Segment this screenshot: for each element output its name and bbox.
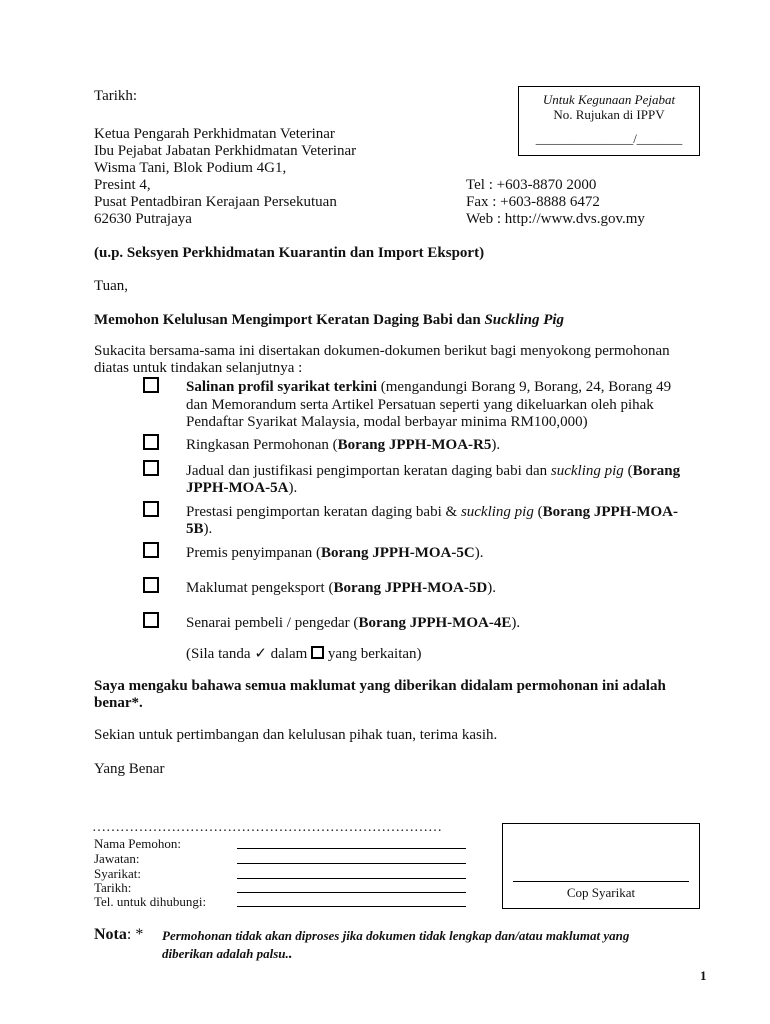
nota-line2-text: diberikan adalah palsu. (162, 946, 289, 961)
item-end: ). (491, 437, 501, 453)
attention-line: (u.p. Seksyen Perkhidmatan Kuarantin dan Import Eksport) (94, 245, 485, 261)
office-use-title: Untuk Kegunaan Pejabat (542, 92, 676, 107)
item-bold: 5B (186, 521, 204, 537)
item-italic: suckling pig (550, 463, 624, 479)
field-label-phone: Tel. untuk dihubungi: (94, 894, 207, 909)
field-label-company: Syarikat: (94, 866, 141, 881)
instruction-pre: (Sila tanda (186, 646, 255, 662)
nota-marker: : * (126, 926, 144, 943)
contact-web: Web : http://www.dvs.gov.my (466, 211, 645, 227)
checklist-item-performance-line2 (186, 521, 212, 538)
checkbox-premises[interactable] (143, 542, 159, 558)
checklist-item-buyers (186, 615, 520, 632)
date-label: Tarikh: (94, 88, 138, 104)
office-ref-blank: _______________/_______ (535, 131, 683, 146)
checkbox-performance[interactable] (143, 501, 159, 517)
field-label-position: Jawatan: (94, 851, 140, 866)
field-label-date: Tarikh: (94, 880, 132, 895)
checkbox-summary[interactable] (143, 434, 159, 450)
declaration-line: benar*. (94, 695, 143, 711)
item-bold: Borang JPPH-MOA- (542, 504, 678, 520)
item-bold: Salinan profil syarikat terkini (186, 379, 378, 395)
checkbox-profile[interactable] (143, 377, 159, 393)
address-line: Ibu Pejabat Jabatan Perkhidmatan Veterinar (94, 143, 357, 159)
checklist-item-profile (186, 379, 671, 396)
item-text: (mengandungi Borang 9, Borang, 24, Borang 49 (377, 379, 672, 395)
field-label-name: Nama Pemohon: (94, 836, 182, 851)
contact-fax: Fax : +603-8888 6472 (466, 194, 600, 210)
item-text: Senarai pembeli / pengedar ( (186, 615, 359, 631)
item-text: Maklumat pengeksport ( (186, 580, 334, 596)
field-phone-line[interactable] (237, 906, 466, 907)
address-line: Pusat Pentadbiran Kerajaan Persekutuan (94, 194, 337, 210)
nota-label-wrap (94, 926, 143, 944)
item-text: Jadual dan justifikasi pengimportan keratan daging babi dan (186, 463, 551, 479)
signoff: Yang Benar (94, 761, 165, 777)
checklist-item-exporter (186, 580, 496, 597)
nota-period: . (288, 946, 293, 962)
subject-line (94, 312, 564, 329)
item-bold: JPPH-MOA-5A (186, 480, 289, 496)
instruction-post: yang berkaitan) (324, 646, 422, 662)
check-mark-icon: ✓ (254, 646, 267, 662)
item-bold: Borang JPPH-MOA-5C (320, 545, 475, 561)
item-end: ). (203, 521, 213, 537)
office-ref-label: No. Rujukan di IPPV (553, 107, 665, 122)
contact-tel: Tel : +603-8870 2000 (466, 177, 597, 193)
checklist-item-premises (186, 545, 483, 562)
checkbox-schedule[interactable] (143, 460, 159, 476)
checklist-item-profile-line2: dan Memorandum serta Artikel Persatuan seperti yang dikeluarkan oleh pihak (186, 397, 654, 413)
salutation: Tuan, (94, 278, 129, 294)
checklist-item-performance (186, 504, 678, 521)
signature-dots: ………………………………………………………………… (92, 820, 442, 835)
item-open: ( (533, 504, 543, 520)
checkbox-exporter[interactable] (143, 577, 159, 593)
instruction-mid: dalam (266, 646, 312, 662)
field-company-line[interactable] (237, 878, 466, 879)
item-bold: Borang JPPH-MOA-5D (333, 580, 488, 596)
stamp-line (513, 881, 689, 882)
stamp-label: Cop Syarikat (566, 885, 636, 900)
office-use-box (518, 86, 700, 156)
field-date-line[interactable] (237, 892, 466, 893)
item-text: Ringkasan Permohonan ( (186, 437, 338, 453)
item-text: Premis penyimpanan ( (186, 545, 321, 561)
nota-label: Nota (94, 926, 127, 943)
field-position-line[interactable] (237, 863, 466, 864)
checkbox-icon (311, 646, 324, 659)
checkbox-buyers[interactable] (143, 612, 159, 628)
item-text: Prestasi pengimportan keratan daging babi & (186, 504, 461, 520)
address-line: Presint 4, (94, 177, 151, 193)
checklist-item-summary (186, 437, 500, 454)
company-stamp-box (502, 823, 700, 909)
item-end: ). (511, 615, 521, 631)
declaration-line: Saya mengaku bahawa semua maklumat yang diberikan didalam permohonan ini adalah (94, 678, 666, 694)
nota-line: Permohonan tidak akan diproses jika dokumen tidak lengkap dan/atau maklumat yang (162, 928, 630, 943)
item-end: ). (474, 545, 484, 561)
subject-italic: Suckling Pig (484, 312, 565, 328)
item-italic: suckling pig (460, 504, 534, 520)
checklist-item-profile-line3: Pendaftar Syarikat Malaysia, modal berbayar minima RM100,000) (186, 414, 588, 430)
instruction-line (186, 646, 422, 663)
item-open: ( (623, 463, 633, 479)
item-bold: Borang (632, 463, 681, 479)
address-line: 62630 Putrajaya (94, 211, 192, 227)
item-bold: Borang JPPH-MOA-R5 (337, 437, 492, 453)
item-end: ). (487, 580, 496, 596)
address-line: Ketua Pengarah Perkhidmatan Veterinar (94, 126, 335, 142)
item-end: ). (288, 480, 298, 496)
checklist-item-schedule (186, 463, 680, 480)
intro-line: Sukacita bersama-sama ini disertakan dokumen-dokumen berikut bagi menyokong permohonan (94, 343, 670, 359)
closing-line: Sekian untuk pertimbangan dan kelulusan pihak tuan, terima kasih. (94, 727, 498, 743)
field-name-line[interactable] (237, 848, 466, 849)
subject-main: Memohon Kelulusan Mengimport Keratan Daging Babi dan (94, 312, 485, 328)
intro-line: diatas untuk tindakan selanjutnya : (94, 360, 303, 376)
checklist-item-schedule-line2 (186, 480, 297, 497)
nota-line (162, 946, 293, 962)
address-line: Wisma Tani, Blok Podium 4G1, (94, 160, 287, 176)
page-number: 1 (700, 968, 707, 983)
item-bold: Borang JPPH-MOA-4E (358, 615, 512, 631)
